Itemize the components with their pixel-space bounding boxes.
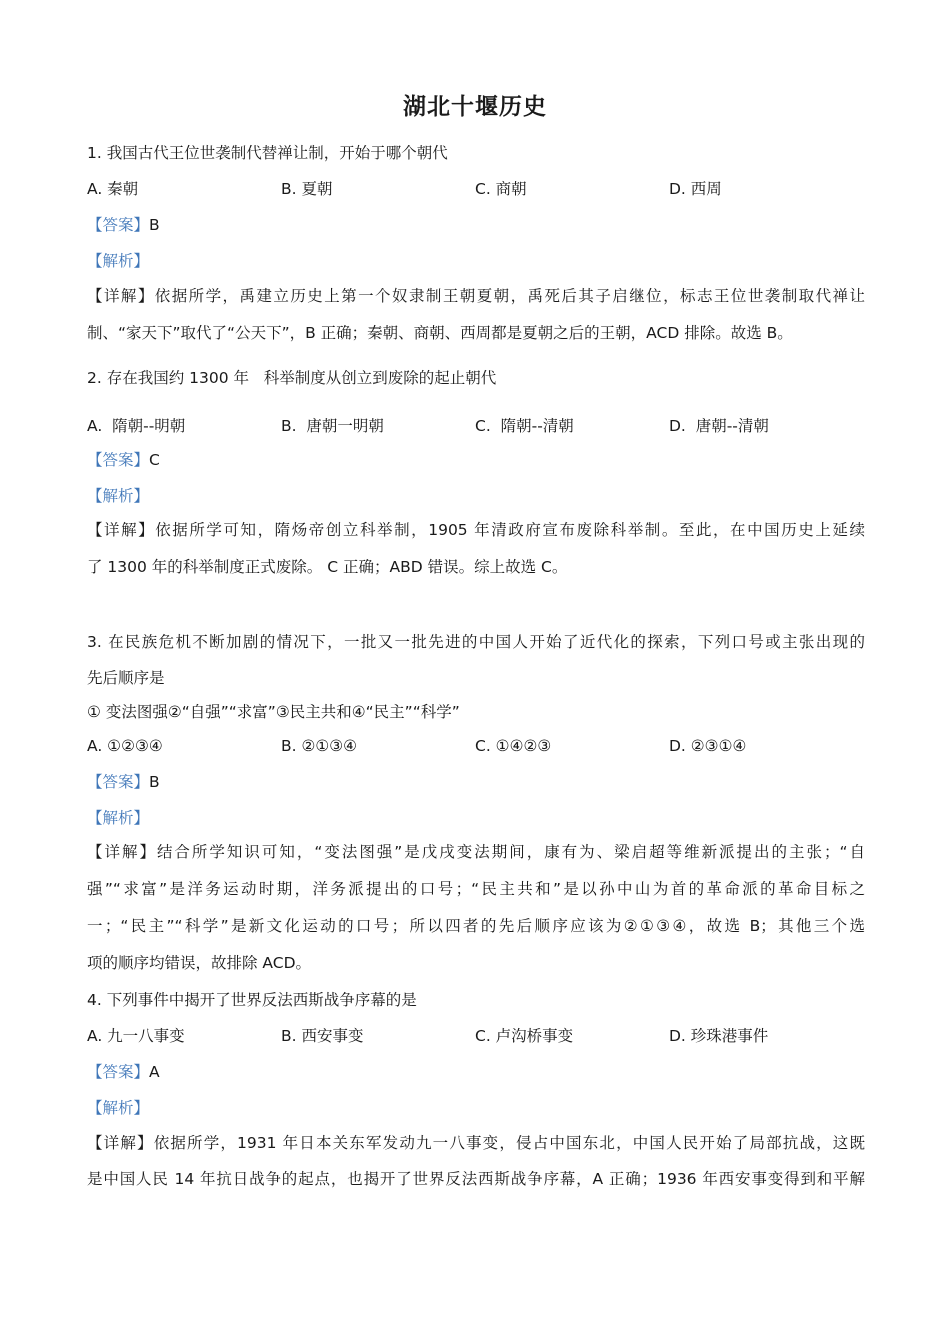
option-c: C. 商朝 [475,180,527,198]
analysis-label: 【解析】 [87,1099,150,1117]
answer-line [87,450,160,470]
option-c: C. 卢沟桥事变 [475,1027,574,1045]
option-b: B. 唐朝一明朝 [281,417,384,435]
detail-line: 制、“家天下”取代了“公天下”，B 正确；秦朝、商朝、西周都是夏朝之后的王朝，ACD 排除。故选 B。 [87,324,793,342]
answer-label: 【答案】 [87,451,150,469]
detail-line: 是中国人民 14 年抗日战争的起点，也揭开了世界反法西斯战争序幕，A 正确；1936 年西安事变得到和平解 [87,1170,865,1188]
option-a: A. ①②③④ [87,737,163,755]
detail-line: 了 1300 年的科举制度正式废除。 C 正确；ABD 错误。综上故选 C。 [87,558,568,576]
option-c: C. ①④②③ [475,737,552,755]
detail-line: 强”“求富”是洋务运动时期，洋务派提出的口号；“民主共和”是以孙中山为首的革命派的革命目标之 [87,880,865,898]
option-b: B. ②①③④ [281,737,358,755]
options-row [87,1026,867,1046]
question-stem: 1. 我国古代王位世袭制代替禅让制，开始于哪个朝代 [87,144,448,162]
detail-line: 【详解】依据所学可知，隋炀帝创立科举制，1905 年清政府宣布废除科举制。至此，在中国历史上延续 [87,521,865,539]
answer-value: B [149,773,160,791]
option-d: D. 西周 [669,180,722,198]
answer-line [87,1062,160,1082]
question-stem: 3. 在民族危机不断加剧的情况下，一批又一批先进的中国人开始了近代化的探索，下列口号或主张出现的 [87,633,865,651]
question-stem: ① 变法图强②“自强”“求富”③民主共和④“民主”“科学” [87,703,460,721]
detail-line: 项的顺序均错误，故排除 ACD。 [87,954,312,972]
question-stem: 2. 存在我国约 1300 年 科举制度从创立到废除的起止朝代 [87,369,497,387]
answer-line [87,772,160,792]
question-stem: 先后顺序是 [87,669,165,687]
option-c: C. 隋朝--清朝 [475,417,574,435]
answer-value: A [149,1063,160,1081]
option-d: D. ②③①④ [669,737,747,755]
options-row [87,736,867,756]
option-b: B. 夏朝 [281,180,333,198]
options-row [87,179,867,199]
detail-line: 【详解】依据所学，1931 年日本关东军发动九一八事变，侵占中国东北，中国人民开始了局部抗战，这既 [87,1134,865,1152]
page-title: 湖北十堰历史 [403,94,547,120]
detail-line: 【详解】结合所学知识可知，“变法图强”是戊戌变法期间，康有为、梁启超等维新派提出的主张；“自 [87,843,865,861]
option-a: A. 秦朝 [87,180,139,198]
option-a: A. 隋朝--明朝 [87,417,186,435]
detail-line: 【详解】依据所学，禹建立历史上第一个奴隶制王朝夏朝，禹死后其子启继位，标志王位世袭制取代禅让 [87,287,865,305]
answer-value: C [149,451,160,469]
detail-line: 一；“民主”“科学”是新文化运动的口号；所以四者的先后顺序应该为②①③④，故选 B；其他三个选 [87,917,865,935]
answer-label: 【答案】 [87,773,150,791]
options-row [87,416,867,436]
question-stem: 4. 下列事件中揭开了世界反法西斯战争序幕的是 [87,991,417,1009]
option-d: D. 珍珠港事件 [669,1027,769,1045]
answer-value: B [149,216,160,234]
answer-line [87,215,160,235]
analysis-label: 【解析】 [87,809,150,827]
analysis-label: 【解析】 [87,252,150,270]
answer-label: 【答案】 [87,216,150,234]
option-a: A. 九一八事变 [87,1027,185,1045]
answer-label: 【答案】 [87,1063,150,1081]
analysis-label: 【解析】 [87,487,150,505]
option-d: D. 唐朝--清朝 [669,417,769,435]
option-b: B. 西安事变 [281,1027,364,1045]
